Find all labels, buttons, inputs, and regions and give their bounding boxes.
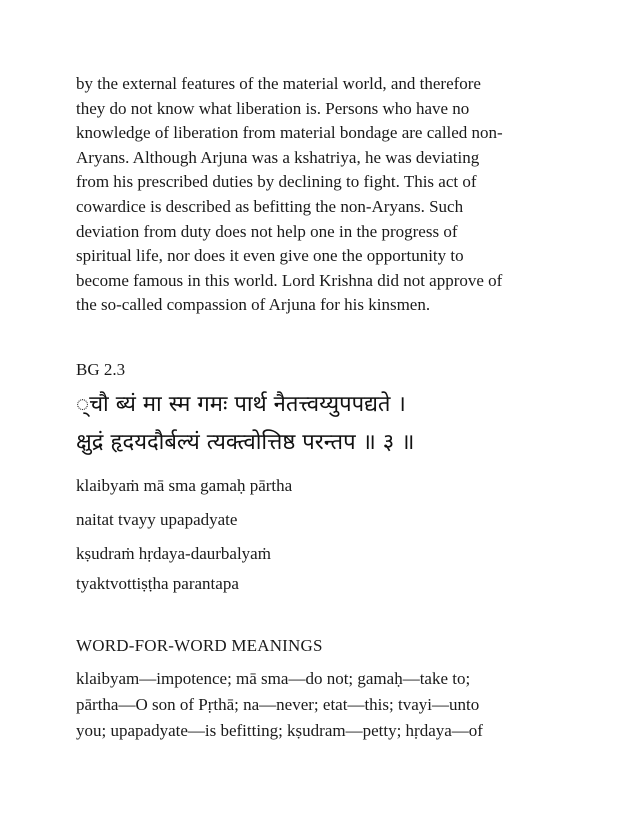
paragraph-line: they do not know what liberation is. Persons who have no	[76, 98, 470, 118]
sanskrit-verse-line-2: क्षुद्रं हृदयदौर्बल्यं त्यक्त्वोत्तिष्ठ परन्तप ॥ ३ ॥	[76, 430, 415, 455]
word-for-word-heading: WORD-FOR-WORD MEANINGS	[76, 636, 323, 655]
paragraph-line: deviation from duty does not help one in the progress of	[76, 221, 458, 241]
verse-label: BG 2.3	[76, 360, 126, 379]
paragraph-line: the so-called compassion of Arjuna for his kinsmen.	[76, 295, 431, 315]
transliteration-line-1: klaibyaṁ mā sma gamaḥ pārtha	[76, 476, 293, 495]
paragraph-line: knowledge of liberation from material bondage are called non-	[76, 123, 503, 143]
transliteration-line-2: naitat tvayy upapadyate	[76, 510, 238, 529]
meanings-line: klaibyam—impotence; mā sma—do not; gamaḥ—take to;	[76, 669, 471, 688]
paragraph-line: become famous in this world. Lord Krishna did not approve of	[76, 270, 503, 290]
paragraph-line: from his prescribed duties by declining to fight. This act of	[76, 172, 477, 192]
paragraph-line: by the external features of the material world, and therefore	[76, 74, 481, 93]
paragraph-line: Aryans. Although Arjuna was a kshatriya, he was deviating	[76, 147, 480, 167]
meanings-line: pārtha—O son of Pṛthā; na—never; etat—this; tvayi—unto	[76, 695, 480, 714]
paragraph-line: spiritual life, nor does it even give one the opportunity to	[76, 246, 464, 266]
paragraph-line: cowardice is described as befitting the non-Aryans. Such	[76, 196, 464, 216]
transliteration-line-4: tyaktvottiṣṭha parantapa	[76, 574, 239, 593]
sanskrit-verse-line-1: ्चौ ब्यं मा स्म गमः पार्थ नैतत्त्वय्युपपद्यते ।	[76, 392, 406, 417]
document-page	[76, 72, 576, 740]
intro-paragraph	[76, 72, 576, 318]
transliteration-line-3: kṣudraṁ hṛdaya-daurbalyaṁ	[76, 544, 271, 563]
meanings-line: you; upapadyate—is befitting; kṣudram—petty; hṛdaya—of	[76, 721, 483, 740]
word-for-word-meanings	[76, 666, 483, 744]
